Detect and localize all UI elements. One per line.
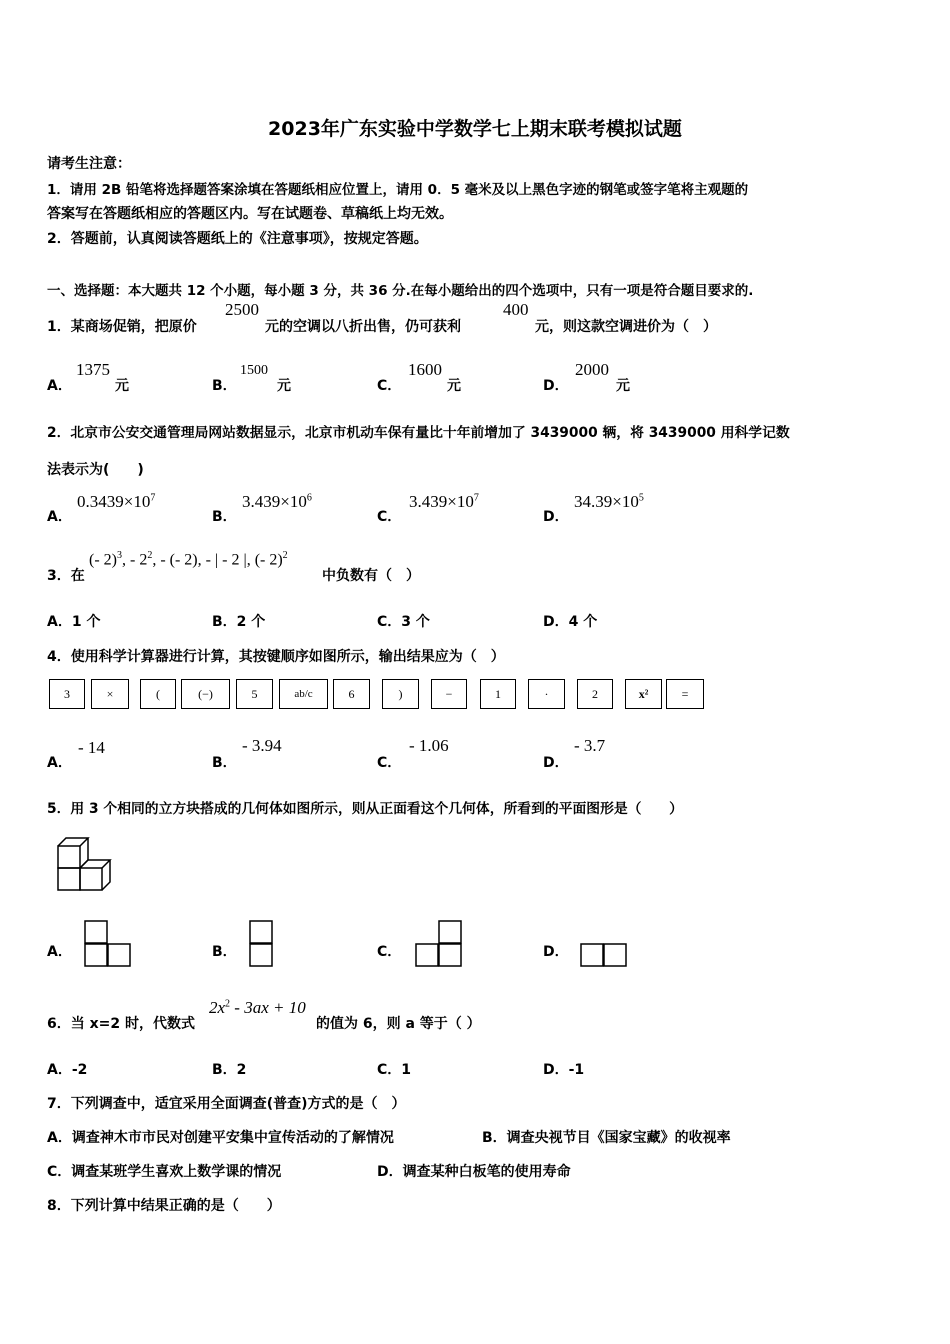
q2-a-exponent: 7	[150, 492, 156, 504]
calc-key-equals: =	[666, 679, 704, 709]
q3-option-c: C．3 个	[377, 614, 430, 630]
q1-prefix: 1．某商场促销，把原价	[47, 319, 197, 335]
q7-text: 7．下列调查中，适宜采用全面调查(普查)方式的是（ ）	[47, 1096, 406, 1112]
q4-option-d-label: D．	[543, 755, 569, 771]
q2-c-exponent: 7	[473, 492, 479, 504]
q2-times: ×10	[447, 492, 474, 511]
q3-exp-3: 2	[282, 550, 288, 561]
q4-option-b-value: - 3.94	[242, 736, 282, 755]
q4-option-c-label: C．	[377, 755, 402, 771]
q4-option-c-value: - 1.06	[409, 736, 449, 755]
q2-option-a-label: A．	[47, 509, 72, 525]
q1-unit: 元	[447, 378, 461, 394]
q3-expr-2: , - 2	[121, 551, 148, 569]
q1-suffix: 元，则这款空调进价为（ ）	[535, 319, 717, 335]
q3-option-d: D．4 个	[543, 614, 598, 630]
q7-option-d: D．调查某种白板笔的使用寿命	[377, 1164, 571, 1180]
q4-option-b-label: B．	[212, 755, 237, 771]
q1-option-c-label: C．	[377, 378, 402, 394]
q1-option-b-value: 1500	[240, 363, 268, 378]
calc-key-3: 3	[49, 679, 85, 709]
calc-key-2: 2	[577, 679, 613, 709]
q6-expr-a: 2x	[209, 998, 226, 1017]
calc-key-6: 6	[333, 679, 370, 709]
q3-option-a: A．1 个	[47, 614, 101, 630]
q2-option-a-value	[77, 492, 155, 512]
calc-key-open-paren: (	[140, 679, 176, 709]
calc-key-5: 5	[236, 679, 273, 709]
q4-option-a-label: A．	[47, 755, 72, 771]
q1-option-c-value: 1600	[408, 360, 442, 379]
calc-key-minus: −	[431, 679, 467, 709]
calc-key-1: 1	[480, 679, 516, 709]
q2-option-d-label: D．	[543, 509, 569, 525]
q4-text: 4．使用科学计算器进行计算，其按键顺序如图所示，输出结果应为（ ）	[47, 649, 505, 665]
q1-unit: 元	[277, 378, 291, 394]
calc-key-negative: (−)	[181, 679, 230, 709]
q3-expr-1: (- 2)	[89, 551, 117, 569]
notice-heading: 请考生注意：	[47, 156, 131, 172]
q5-option-b-figure	[249, 920, 275, 968]
q1-mid: 元的空调以八折出售，仍可获利	[265, 319, 461, 335]
q2-option-b-label: B．	[212, 509, 237, 525]
q3-expr-3: , - (- 2), - | - 2 |, (- 2)	[152, 551, 283, 569]
section-1-heading: 一、选择题：本大题共 12 个小题，每小题 3 分，共 36 分.在每小题给出的四个选项中，只有一项是符合题目要求的.	[47, 283, 754, 299]
q1-unit: 元	[616, 378, 630, 394]
q2-times: ×10	[612, 492, 639, 511]
q2-option-d-value	[574, 492, 644, 512]
q5-option-a-figure	[84, 920, 132, 968]
q5-option-d-label: D．	[543, 944, 569, 960]
page-title: 2023年广东实验中学数学七上期末联考模拟试题	[268, 118, 682, 140]
q6-option-b: B．2	[212, 1062, 247, 1078]
notice-2: 2．答题前，认真阅读答题纸上的《注意事项》，按规定答题。	[47, 231, 428, 247]
q3-expression	[89, 550, 288, 569]
q6-suffix: 的值为 6，则 a 等于（ ）	[316, 1016, 481, 1032]
q6-expr-b: - 3ax + 10	[230, 998, 306, 1017]
q6-prefix: 6．当 x=2 时，代数式	[47, 1016, 195, 1032]
q2-line2: 法表示为( )	[47, 462, 144, 478]
calc-key-close-paren: )	[382, 679, 419, 709]
q3-prefix: 3．在	[47, 568, 85, 584]
q5-option-b-label: B．	[212, 944, 237, 960]
q2-b-mantissa: 3.439	[242, 492, 281, 511]
notice-1a: 1．请用 2B 铅笔将选择题答案涂填在答题纸相应位置上，请用 0．5 毫米及以上黑色字迹的钢笔或签字笔将主观题的	[47, 182, 749, 198]
q8-text: 8．下列计算中结果正确的是（ ）	[47, 1198, 281, 1214]
q6-expression	[209, 998, 306, 1018]
cube-stack-figure	[52, 830, 122, 892]
q3-option-b: B．2 个	[212, 614, 266, 630]
q2-b-exponent: 6	[306, 492, 312, 504]
q2-c-mantissa: 3.439	[409, 492, 448, 511]
q7-option-b: B．调查央视节目《国家宝藏》的收视率	[482, 1130, 731, 1146]
q7-option-c: C．调查某班学生喜欢上数学课的情况	[47, 1164, 282, 1180]
q1-unit: 元	[115, 378, 129, 394]
q7-option-a: A．调查神木市市民对创建平安集中宣传活动的了解情况	[47, 1130, 394, 1146]
calc-key-square: x²	[625, 679, 662, 709]
notice-1b: 答案写在答题纸相应的答题区内。写在试题卷、草稿纸上均无效。	[47, 206, 453, 222]
q1-price: 2500	[225, 300, 259, 319]
q6-option-c: C．1	[377, 1062, 412, 1078]
q2-a-mantissa: 0.3439	[77, 492, 124, 511]
q2-times: ×10	[280, 492, 307, 511]
q3-suffix: 中负数有（ ）	[322, 568, 420, 584]
q6-exp: 2	[225, 998, 231, 1010]
q3-exp-1: 3	[116, 550, 122, 561]
q4-option-d-value: - 3.7	[574, 736, 606, 755]
q2-d-mantissa: 34.39	[574, 492, 613, 511]
q3-exp-2: 2	[147, 550, 153, 561]
q6-option-a: A．-2	[47, 1062, 88, 1078]
q5-option-a-label: A．	[47, 944, 72, 960]
q1-option-b-label: B．	[212, 378, 237, 394]
q5-option-d-figure	[580, 943, 630, 969]
q2-d-exponent: 5	[638, 492, 644, 504]
q2-option-c-value	[409, 492, 479, 512]
q2-times: ×10	[123, 492, 151, 511]
q4-option-a-value: - 14	[78, 738, 105, 757]
q5-text: 5．用 3 个相同的立方块搭成的几何体如图所示，则从正面看这个几何体，所看到的平面图形是（ ）	[47, 801, 683, 817]
q6-option-d: D．-1	[543, 1062, 585, 1078]
q5-option-c-figure	[415, 920, 465, 968]
q1-option-d-value: 2000	[575, 360, 609, 379]
q5-option-c-label: C．	[377, 944, 402, 960]
calc-key-multiply: ×	[91, 679, 129, 709]
q1-option-d-label: D．	[543, 378, 569, 394]
q2-option-b-value	[242, 492, 312, 512]
q2-line1: 2．北京市公安交通管理局网站数据显示，北京市机动车保有量比十年前增加了 3439000 辆，将 3439000 用科学记数	[47, 425, 790, 441]
calc-key-decimal: ·	[528, 679, 565, 709]
q1-profit: 400	[503, 300, 529, 319]
q1-option-a-value: 1375	[76, 360, 110, 379]
q2-option-c-label: C．	[377, 509, 402, 525]
q1-option-a-label: A．	[47, 378, 72, 394]
calc-key-fraction: ab/c	[279, 679, 328, 709]
